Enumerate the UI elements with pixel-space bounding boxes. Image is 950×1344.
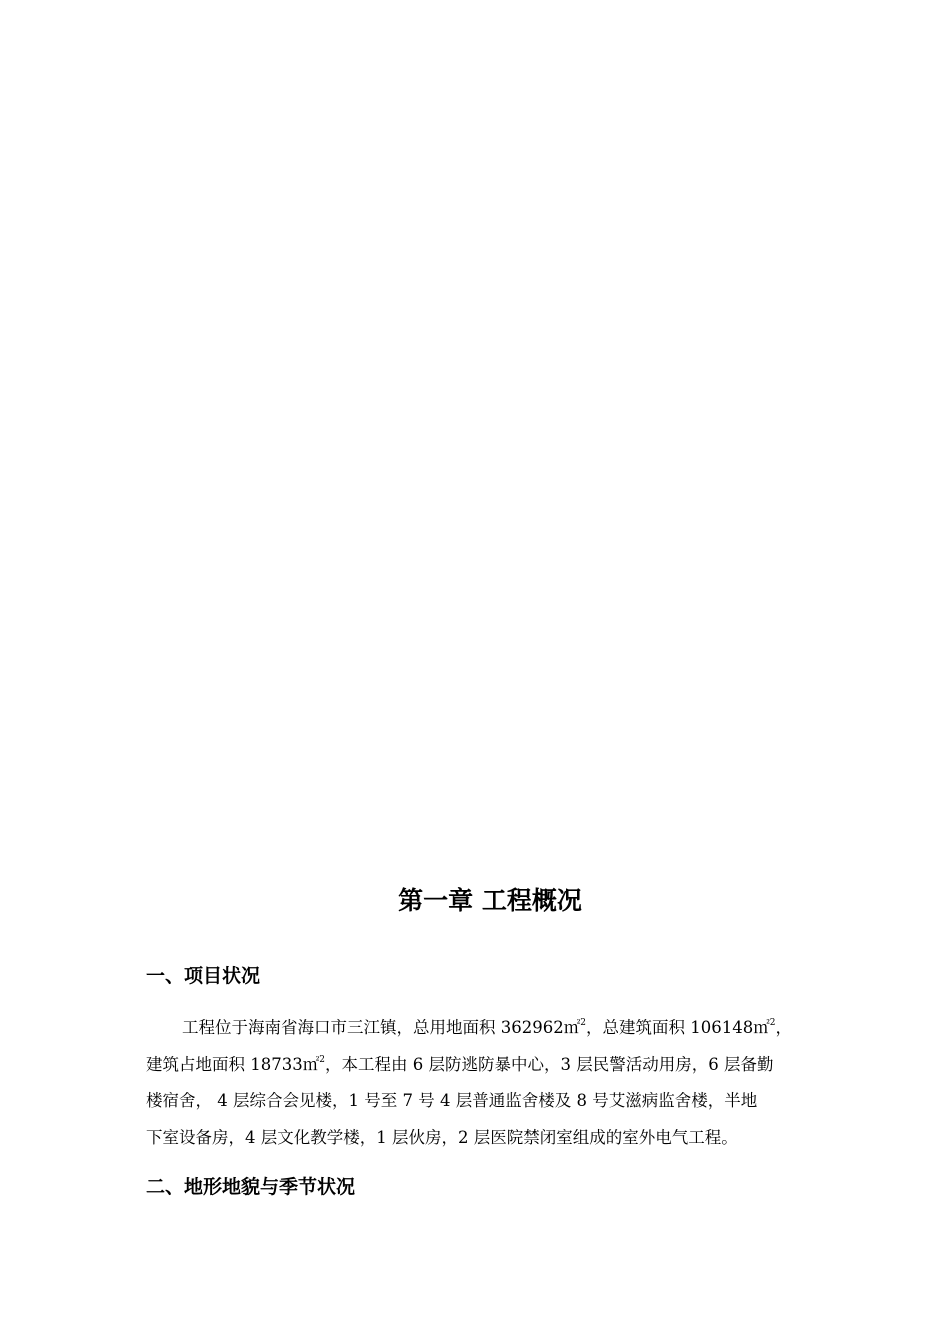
paragraph-line	[146, 1083, 836, 1120]
text-segment: 楼宿舍， 4 层综合会见楼，1 号至 7 号 4 层普通监舍楼及 8 号艾滋病监舍楼，半地	[146, 1091, 758, 1110]
superscript: 2	[319, 1054, 325, 1065]
text-segment: ，总建筑面积 106148㎡	[585, 1018, 770, 1037]
text-segment: 工程位于海南省海口市三江镇，总用地面积 362962㎡	[182, 1018, 581, 1037]
chapter-title: 第一章 工程概况	[398, 886, 582, 915]
text-segment: 建筑占地面积 18733㎡	[146, 1054, 320, 1074]
project-description-paragraph	[146, 1010, 836, 1156]
paragraph-line	[146, 1047, 836, 1084]
superscript: 2	[580, 1018, 586, 1028]
text-segment: ，本工程由 6 层防逃防暴中心，3 层民警活动用房，6 层备勤	[324, 1054, 774, 1074]
section-heading-terrain-season: 二、地形地貌与季节状况	[146, 1176, 356, 1198]
section-heading-project-status: 一、项目状况	[146, 965, 261, 987]
paragraph-line	[146, 1010, 836, 1047]
text-segment: ，	[775, 1018, 792, 1037]
text-segment: 下室设备房，4 层文化教学楼，1 层伙房，2 层医院禁闭室组成的室外电气工程。	[146, 1127, 738, 1147]
superscript: 2	[769, 1018, 776, 1028]
paragraph-line	[146, 1120, 836, 1157]
